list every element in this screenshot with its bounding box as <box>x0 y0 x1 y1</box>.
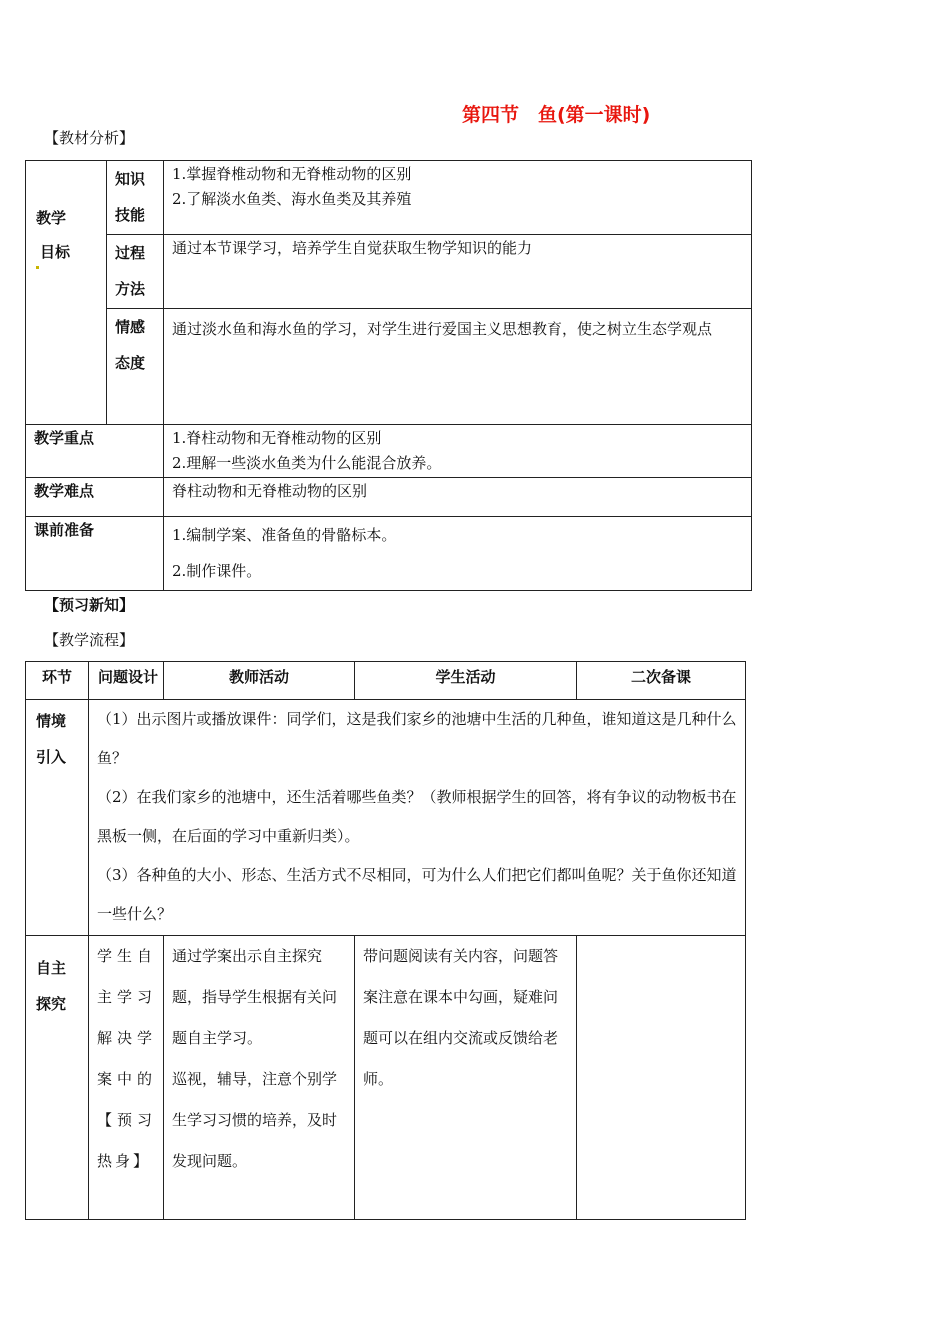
section-analysis: 【教材分析】 <box>44 129 135 147</box>
sub-label-knowledge: 知识 技能 <box>107 161 164 235</box>
difficulties-content <box>164 478 752 517</box>
process-content <box>164 235 752 309</box>
section-process: 【教学流程】 <box>44 631 135 649</box>
difficulty-1: 脊柱动物和无脊椎动物的区别 <box>172 482 368 500</box>
key-points-label: 教学重点 <box>26 425 164 478</box>
explore-label: 自主 探究 <box>26 936 89 1220</box>
header-notes: 二次备课 <box>577 662 746 700</box>
sub-label-process: 过程 方法 <box>107 235 164 309</box>
key-point-2: 2.理解一些淡水鱼类为什么能混合放养。 <box>172 454 442 472</box>
intro-paragraph-2: （2）在我们家乡的池塘中，还生活着哪些鱼类？（教师根据学生的回答，将有争议的动物板书在黑板一侧，在后面的学习中重新归类）。 <box>97 788 737 845</box>
preparation-2: 2.制作课件。 <box>172 562 262 580</box>
header-question: 问题设计 <box>89 662 164 700</box>
knowledge-content <box>164 161 752 235</box>
emotion-content <box>164 309 752 425</box>
header-teacher: 教师活动 <box>164 662 355 700</box>
knowledge-line-1: 1.掌握脊椎动物和无脊椎动物的区别 <box>172 165 412 183</box>
analysis-table <box>25 160 752 591</box>
page-title: 第四节 鱼(第一课时) <box>462 104 651 126</box>
section-preview: 【预习新知】 <box>44 596 135 614</box>
objectives-label-line1: 教学 <box>36 209 67 227</box>
process-line-1: 通过本节课学习，培养学生自觉获取生物学知识的能力 <box>172 239 533 257</box>
process-table <box>25 661 746 1220</box>
teacher-activity-1: 通过学案出示自主探究题，指导学生根据有关问题自主学习。 <box>172 947 338 1047</box>
emotion-line-1: 通过淡水鱼和海水鱼的学习，对学生进行爱国主义思想教育，使之树立生态学观点 <box>172 320 713 338</box>
teacher-activity-2: 巡视，辅导，注意个别学生学习习惯的培养，及时发现问题。 <box>172 1070 338 1170</box>
preparation-label: 课前准备 <box>26 517 164 591</box>
knowledge-line-2: 2.了解淡水鱼类、海水鱼类及其养殖 <box>172 190 412 208</box>
objectives-label <box>26 161 107 425</box>
key-points-content <box>164 425 752 478</box>
explore-teacher <box>164 936 355 1220</box>
explore-question: 学生自主学习解决学案中的【预习热身】 <box>89 936 164 1220</box>
sub-label-emotion: 情感 态度 <box>107 309 164 425</box>
header-stage: 环节 <box>26 662 89 700</box>
intro-content <box>89 700 746 936</box>
mark-icon <box>36 266 39 269</box>
intro-paragraph-3: （3）各种鱼的大小、形态、生活方式不尽相同，可为什么人们把它们都叫鱼呢？关于鱼你还知道一些什么？ <box>97 866 737 923</box>
explore-notes <box>577 936 746 1220</box>
explore-student: 带问题阅读有关内容，问题答案注意在课本中勾画，疑难问题可以在组内交流或反馈给老师。 <box>355 936 577 1220</box>
intro-label: 情境 引入 <box>26 700 89 936</box>
header-student: 学生活动 <box>355 662 577 700</box>
preparation-content <box>164 517 752 591</box>
objectives-label-line2: 目标 <box>40 243 71 261</box>
key-point-1: 1.脊柱动物和无脊椎动物的区别 <box>172 429 382 447</box>
preparation-1: 1.编制学案、准备鱼的骨骼标本。 <box>172 526 397 544</box>
difficulties-label: 教学难点 <box>26 478 164 517</box>
intro-paragraph-1: （1）出示图片或播放课件：同学们，这是我们家乡的池塘中生活的几种鱼，谁知道这是几种什么鱼？ <box>97 710 737 767</box>
